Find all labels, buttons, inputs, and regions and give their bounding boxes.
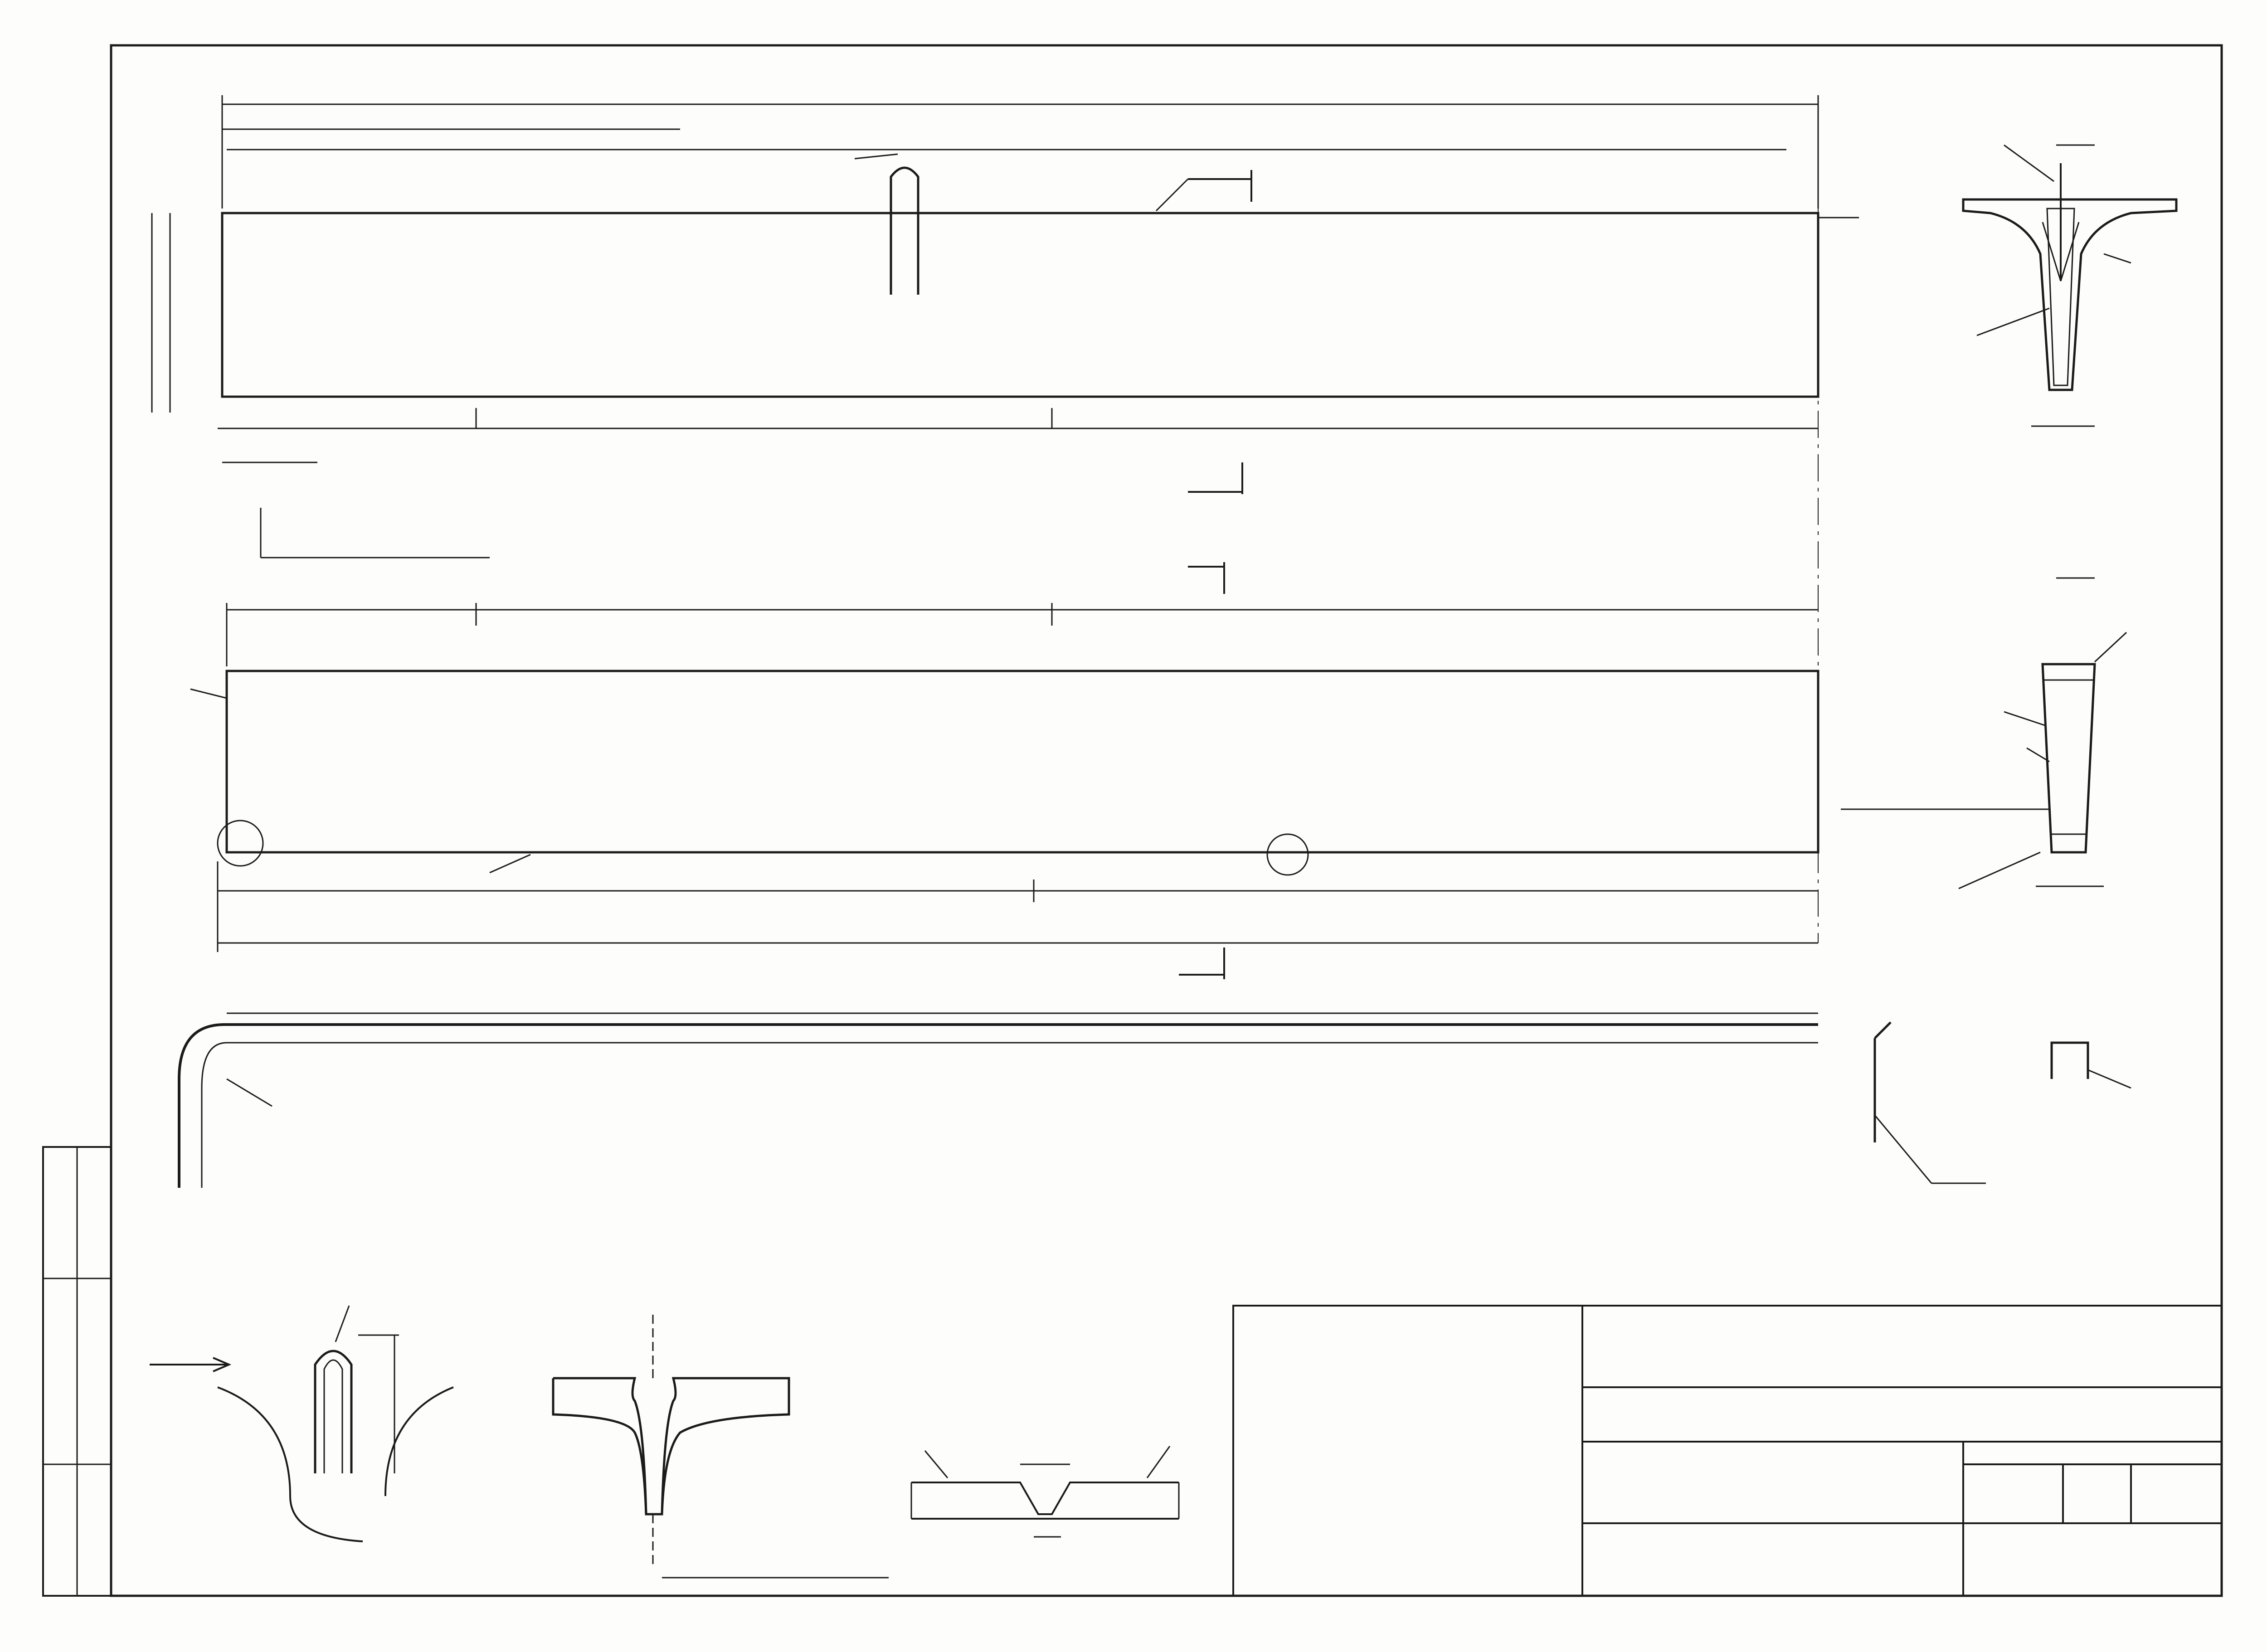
side-stamp <box>43 1147 111 1596</box>
leader-r96 <box>227 1079 272 1106</box>
section-mark-1-bottom <box>1188 462 1242 494</box>
facade-reinforcement-cage <box>222 213 1818 397</box>
section-1-1 <box>1963 163 2176 390</box>
leader-8-s1 <box>2004 145 2054 181</box>
section-mark-1-top <box>1188 170 1251 202</box>
bent-bar-1 <box>179 1025 1818 1188</box>
frame-dimension-lines <box>218 603 1818 952</box>
node-1-weld-detail <box>911 1446 1179 1537</box>
leader-1-frame <box>490 855 530 873</box>
title-block-frame <box>1233 1306 2222 1596</box>
node-1-subtitle-box <box>839 1360 1247 1428</box>
leader-8-facade <box>855 154 898 159</box>
section-mark-2-top <box>1188 562 1224 594</box>
facade-dimension-lines <box>152 95 1818 462</box>
bar-4 <box>2052 1043 2088 1079</box>
bent-bar-1-inner <box>202 1043 1818 1188</box>
leader-7-s1 <box>2104 254 2131 263</box>
loop-detail <box>150 1335 453 1541</box>
leader-4-bar <box>2088 1070 2131 1088</box>
node-2-circle <box>218 821 263 866</box>
leader-7-bar <box>1875 1115 1931 1183</box>
section-2-2 <box>2043 664 2095 852</box>
view-a-detail <box>553 1315 789 1569</box>
leader-5-frame <box>190 689 227 698</box>
node-1-circle <box>1267 834 1308 875</box>
leader-5-facade <box>1156 179 1188 211</box>
leader-3-s1 <box>1977 308 2049 335</box>
leader-4-s2 <box>2095 632 2126 662</box>
leader-8-loop <box>336 1306 349 1342</box>
mounting-loop-facade <box>891 168 918 295</box>
section-mark-2-bottom <box>1179 947 1224 979</box>
leader-1-s2 <box>1959 852 2040 889</box>
frame-reinforcement-cage <box>227 671 1818 852</box>
leader-3-s2 <box>2004 712 2045 725</box>
